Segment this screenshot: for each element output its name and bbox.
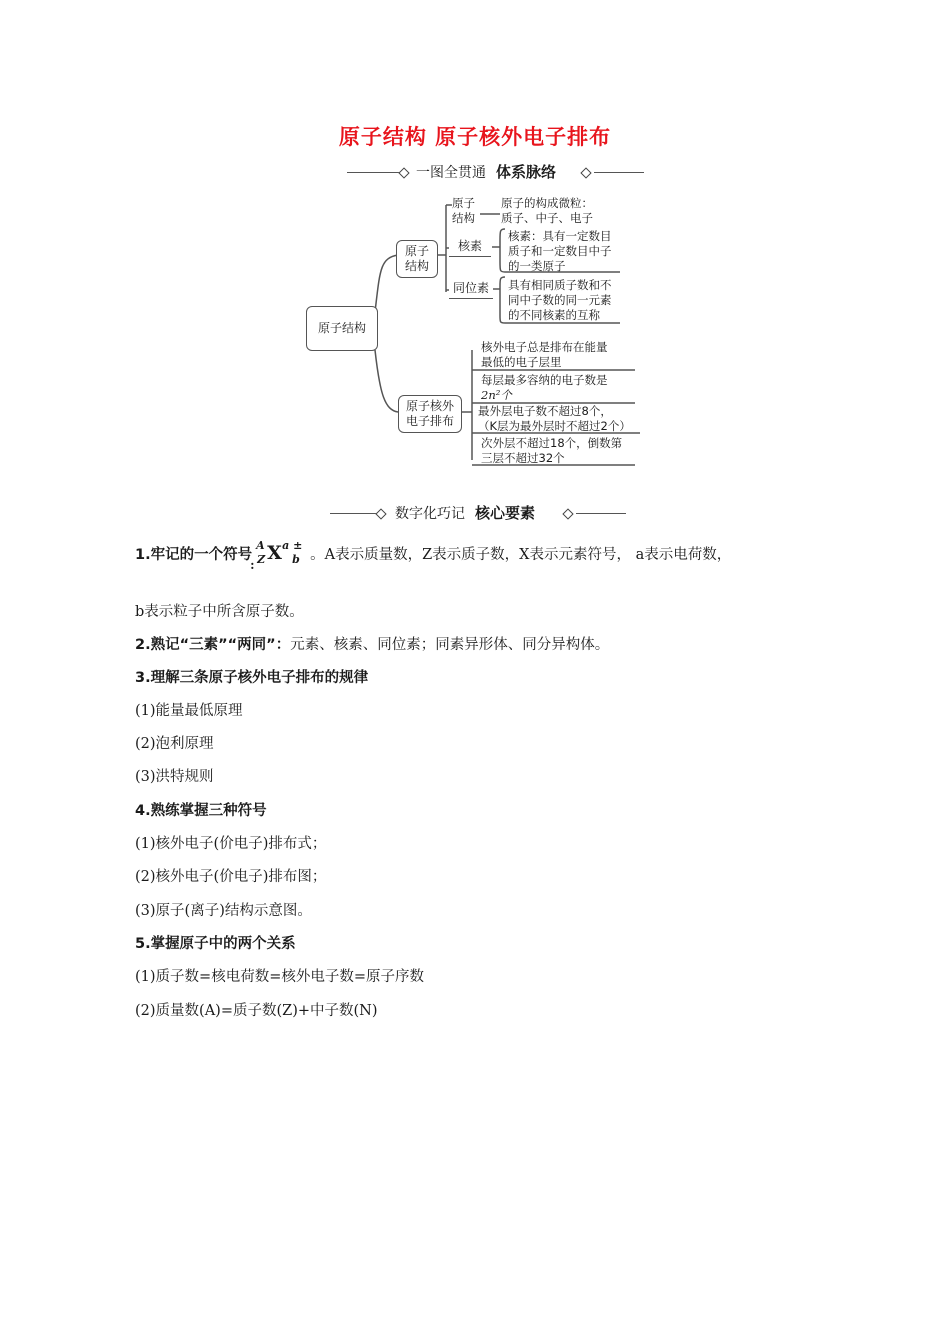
item-4-3: (3)原子(离子)结构示意图。 xyxy=(135,903,312,919)
item-4-2: (2)核外电子(价电子)排布图； xyxy=(135,869,327,885)
section-header-core xyxy=(0,502,950,526)
nuclide-symbol: A Z X a ± b : xyxy=(250,539,303,572)
node-atom-particles: 原子的构成微粒： 质子、中子、电子 xyxy=(501,196,593,225)
node-isotope-detail: 具有相同质子数和不 同中子数的同一元素 的不同核素的互称 xyxy=(508,278,612,322)
item-4-heading: 4.熟练掌握三种符号 xyxy=(135,803,267,819)
mindmap-branch-electron-arrangement: 原子核外 电子排布 xyxy=(398,395,462,433)
rule-second-third-shell: 次外层不超过18个，倒数第 三层不超过32个 xyxy=(481,436,623,465)
item-3-heading: 3.理解三条原子核外电子排布的规律 xyxy=(135,670,369,686)
rule-outer-shell: 最外层电子数不超过8个， （K层为最外层时不超过2个） xyxy=(478,404,631,433)
item-1: 1.牢记的一个符号 A Z X a ± b : 。A表示质量数，Z表示质子数，X表示元素符号， a表示电荷数， xyxy=(135,539,732,572)
mindmap-branch-atom-structure: 原子 结构 xyxy=(396,240,438,278)
page-title: 原子结构 原子核外电子排布 xyxy=(338,125,612,149)
item-5-1: (1)质子数=核电荷数=核外电子数=原子序数 xyxy=(135,969,424,985)
item-2: 2.熟记“三素”“两同”：元素、核素、同位素；同素异形体、同分异构体。 xyxy=(135,637,610,653)
node-nuclide-detail: 核素：具有一定数目 质子和一定数目中子 的一类原子 xyxy=(508,229,612,273)
mindmap-root: 原子结构 xyxy=(306,306,378,351)
section-header-light: 一图全贯通 xyxy=(416,165,486,181)
item-3-2: (2)泡利原理 xyxy=(135,736,214,752)
section-header-bold: 核心要素 xyxy=(475,504,536,522)
section-header-bold: 体系脉络 xyxy=(496,163,557,181)
item-4-1: (1)核外电子(价电子)排布式； xyxy=(135,836,327,852)
item-3-1: (1)能量最低原理 xyxy=(135,703,243,719)
rule-max-per-shell: 每层最多容纳的电子数是 2n²个 xyxy=(481,373,608,402)
item-5-heading: 5.掌握原子中的两个关系 xyxy=(135,936,296,952)
rule-lowest-energy: 核外电子总是排布在能量 最低的电子层里 xyxy=(481,340,608,369)
node-isotope: 同位素 xyxy=(449,279,493,299)
diamond-icon xyxy=(375,508,386,519)
item-1-continued: b表示粒子中所含原子数。 xyxy=(135,604,304,620)
section-header-light: 数字化巧记 xyxy=(395,506,465,522)
item-3-3: (3)洪特规则 xyxy=(135,769,214,785)
node-atom-structure: 原子 结构 xyxy=(452,196,475,225)
node-nuclide: 核素 xyxy=(449,237,491,257)
item-5-2: (2)质量数(A)=质子数(Z)+中子数(N) xyxy=(135,1003,378,1019)
diamond-icon xyxy=(562,508,573,519)
